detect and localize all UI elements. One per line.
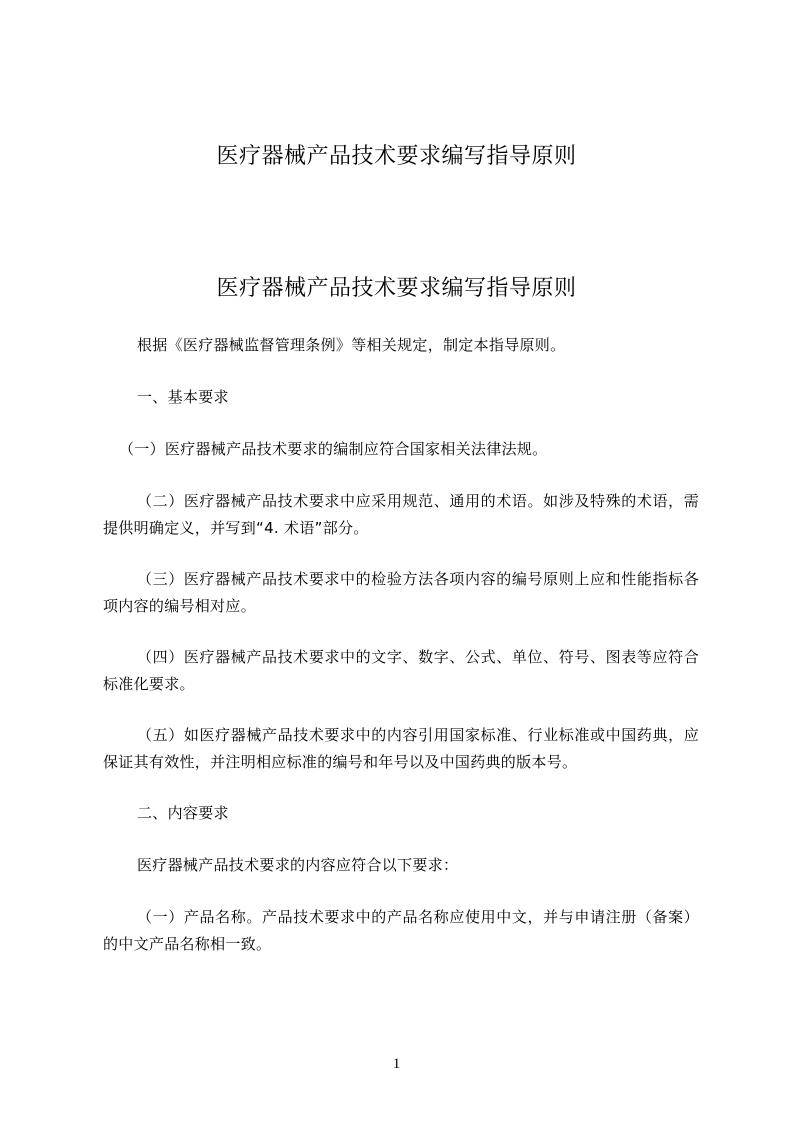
- paragraph-item-5: （五）如医疗器械产品技术要求中的内容引用国家标准、行业标准或中国药典，应保证其有效性，并注明相应标准的编号和年号以及中国药典的版本号。: [103, 726, 699, 771]
- paragraph-item-3: （三）医疗器械产品技术要求中的检验方法各项内容的编号原则上应和性能指标各项内容的编号相对应。: [103, 570, 699, 615]
- paragraph-item-1: （一）医疗器械产品技术要求的编制应符合国家相关法律法规。: [119, 440, 548, 458]
- paragraph-item-2: （二）医疗器械产品技术要求中应采用规范、通用的术语。如涉及特殊的术语，需提供明确定义，并写到“4. 术语”部分。: [103, 492, 699, 537]
- page-number: 1: [392, 1056, 401, 1072]
- intro-paragraph: 根据《医疗器械监督管理条例》等相关规定，制定本指导原则。: [137, 336, 566, 354]
- paragraph-product-name: （一）产品名称。产品技术要求中的产品名称应使用中文，并与申请注册（备案）的中文产品名称相一致。: [103, 908, 699, 953]
- paragraph-item-4: （四）医疗器械产品技术要求中的文字、数字、公式、单位、符号、图表等应符合标准化要求。: [103, 648, 699, 693]
- section-heading-content-requirements: 二、内容要求: [137, 804, 229, 822]
- content-intro-paragraph: 医疗器械产品技术要求的内容应符合以下要求：: [137, 856, 459, 874]
- document-body: [103, 332, 699, 982]
- section-heading-basic-requirements: 一、基本要求: [137, 388, 229, 406]
- header-title: 医疗器械产品技术要求编写指导原则: [216, 144, 577, 169]
- main-title: 医疗器械产品技术要求编写指导原则: [216, 276, 577, 301]
